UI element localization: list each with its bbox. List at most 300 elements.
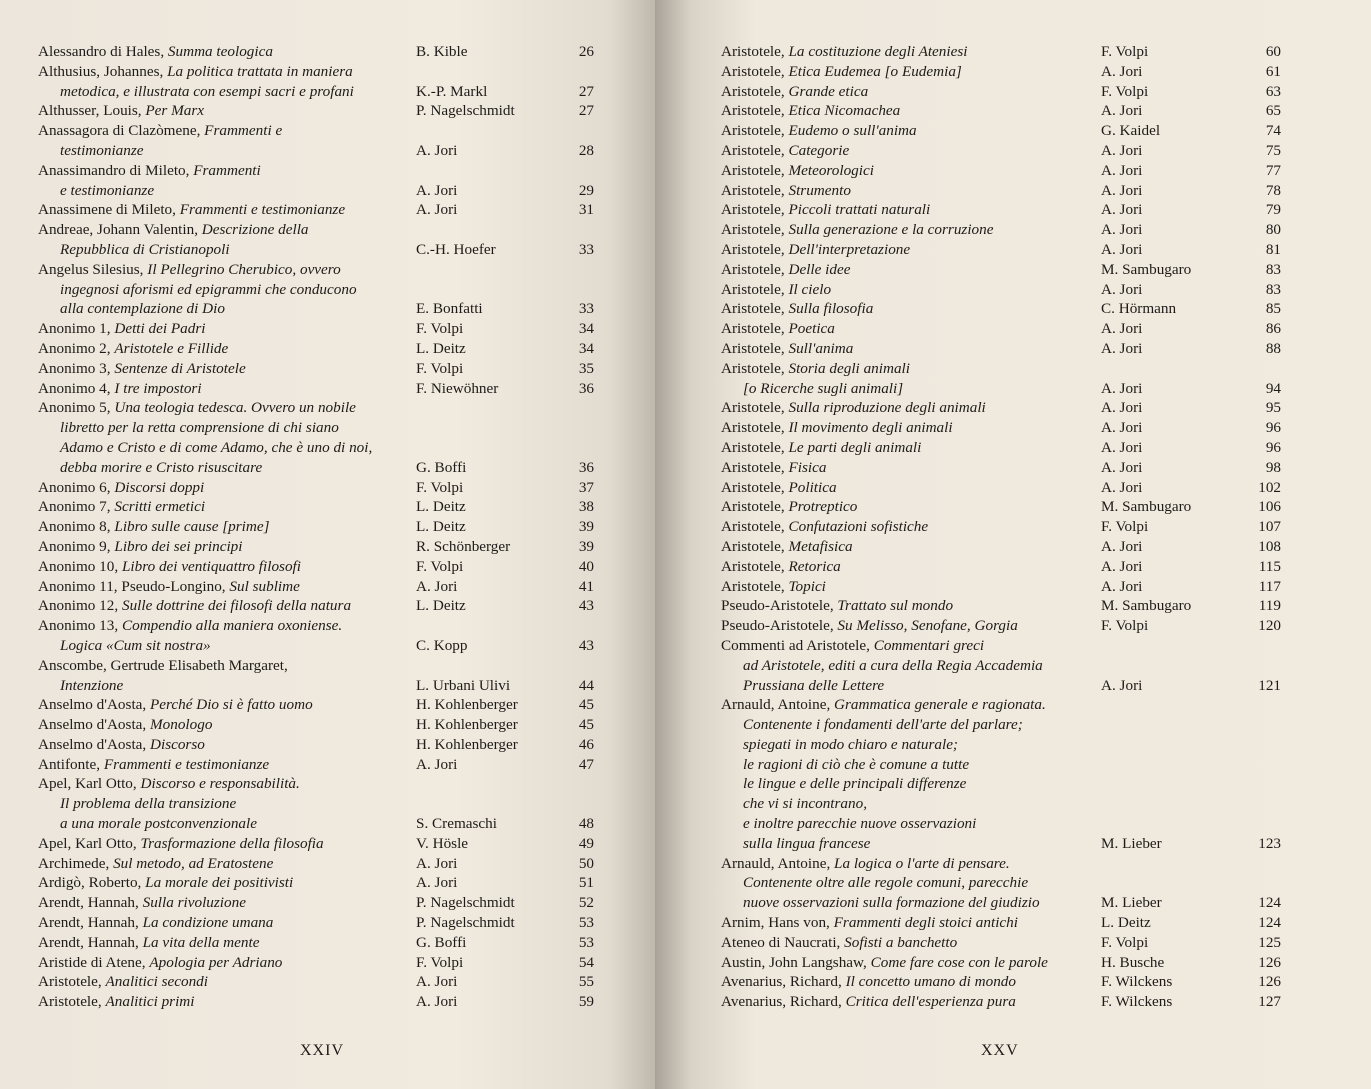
- entry-editor: A. Jori: [1101, 181, 1143, 199]
- entry-title: La condizione umana: [142, 914, 274, 932]
- index-entry: [38, 319, 598, 339]
- entry-editor: A. Jori: [1101, 62, 1143, 80]
- entry-text: [721, 695, 1046, 715]
- entry-page-number: 125: [1258, 933, 1281, 951]
- index-entry: [38, 854, 598, 874]
- entry-text: [721, 577, 826, 597]
- index-entry-continuation: [38, 141, 598, 161]
- entry-title: Discorso e responsabilità.: [140, 775, 300, 793]
- entry-page-number: 50: [578, 854, 594, 872]
- entry-title: Categorie: [788, 141, 850, 159]
- entry-page-number: 39: [578, 518, 594, 536]
- entry-editor: H. Kohlenberger: [416, 696, 518, 714]
- entry-page-number: 49: [578, 834, 594, 852]
- index-entry: [721, 200, 1281, 220]
- index-entry-continuation: [721, 893, 1281, 913]
- index-entry: [38, 220, 598, 240]
- entry-title: Una teologia tedesca. Ovvero un nobile: [114, 399, 356, 417]
- entry-editor: F. Volpi: [416, 320, 464, 338]
- index-entry: [38, 755, 598, 775]
- entry-editor: A. Jori: [416, 577, 458, 595]
- entry-text: [38, 656, 288, 676]
- entry-text: [721, 62, 962, 82]
- entry-editor: M. Sambugaro: [1101, 260, 1192, 278]
- entry-text: [38, 953, 282, 973]
- index-entry-continuation: [721, 794, 1281, 814]
- entry-editor: A. Jori: [1101, 320, 1143, 338]
- entry-author: Anonimo 9,: [38, 537, 115, 555]
- entry-editor: M. Lieber: [1101, 894, 1162, 912]
- entry-title: Fisica: [788, 458, 827, 476]
- entry-page-number: 83: [1265, 280, 1281, 298]
- entry-page-number: 60: [1265, 43, 1281, 60]
- entry-text: [721, 359, 910, 379]
- entry-author: Arendt, Hannah,: [38, 933, 143, 951]
- index-entry: [38, 893, 598, 913]
- entry-editor: A. Jori: [1101, 379, 1143, 397]
- entry-text: [38, 834, 324, 854]
- entry-title: ingegnosi aforismi ed epigrammi che conducono: [60, 280, 357, 298]
- entry-author: Aristotele,: [721, 498, 789, 516]
- entry-editor: M. Lieber: [1101, 834, 1162, 852]
- entry-text: [38, 121, 282, 141]
- index-entry-continuation: [38, 280, 598, 300]
- entry-text: [60, 141, 144, 161]
- entry-author: Angelus Silesius,: [38, 260, 148, 278]
- entry-editor: F. Wilckens: [1101, 993, 1173, 1011]
- entry-page-number: 86: [1265, 320, 1281, 338]
- entry-page-number: 94: [1265, 379, 1281, 397]
- index-entry: [38, 774, 598, 794]
- entry-text: [38, 557, 301, 577]
- entry-title: Adamo e Cristo e di come Adamo, che è uno di noi,: [60, 438, 373, 456]
- index-entry: [38, 933, 598, 953]
- index-entry: [721, 616, 1281, 636]
- entry-page-number: 81: [1265, 240, 1281, 258]
- entry-editor: G. Boffi: [416, 458, 467, 476]
- index-entry-continuation: [38, 458, 598, 478]
- entry-page-number: 52: [578, 894, 594, 912]
- entry-editor: P. Nagelschmidt: [416, 102, 515, 120]
- entry-title: Storia degli animali: [788, 359, 910, 377]
- entry-editor: F. Volpi: [416, 953, 464, 971]
- entry-text: [721, 418, 953, 438]
- entry-text: [721, 181, 851, 201]
- entry-title: Trattato sul mondo: [837, 597, 954, 615]
- entry-text: [721, 280, 831, 300]
- entry-page-number: 59: [578, 993, 594, 1011]
- entry-page-number: 31: [578, 201, 594, 219]
- index-entry: [721, 339, 1281, 359]
- entry-page-number: 124: [1258, 914, 1281, 932]
- entry-editor: H. Kohlenberger: [416, 716, 518, 734]
- entry-editor: A. Jori: [1101, 478, 1143, 496]
- entry-author: Aristotele,: [721, 438, 789, 456]
- entry-page-number: 47: [578, 755, 594, 773]
- entry-text: [721, 161, 874, 181]
- index-entry-continuation: [38, 794, 598, 814]
- entry-author: Anselmo d'Aosta,: [38, 696, 150, 714]
- entry-text: [721, 972, 1016, 992]
- entry-author: Aristotele,: [721, 557, 789, 575]
- index-entry: [38, 478, 598, 498]
- entry-editor: A. Jori: [1101, 221, 1143, 239]
- entry-author: Aristotele,: [721, 141, 789, 159]
- entry-text: [721, 42, 968, 62]
- right-page: [655, 0, 1371, 1089]
- entry-text: [38, 715, 212, 735]
- entry-title: Sentenze di Aristotele: [114, 359, 246, 377]
- index-entry: [721, 101, 1281, 121]
- index-entry: [721, 161, 1281, 181]
- entry-title: Monologo: [150, 716, 213, 734]
- entry-text: [38, 913, 273, 933]
- entry-editor: A. Jori: [416, 973, 458, 991]
- entry-author: Aristotele,: [38, 993, 106, 1011]
- entry-author: Aristotele,: [721, 240, 789, 258]
- entry-page-number: 96: [1265, 438, 1281, 456]
- entry-text: [743, 676, 884, 696]
- index-entry: [721, 220, 1281, 240]
- entry-editor: A. Jori: [416, 181, 458, 199]
- index-entry: [38, 359, 598, 379]
- entry-title: alla contemplazione di Dio: [60, 300, 225, 318]
- index-entry: [721, 359, 1281, 379]
- entry-editor: M. Sambugaro: [1101, 597, 1192, 615]
- entry-title: Repubblica di Cristianopoli: [60, 240, 230, 258]
- entry-editor: A. Jori: [1101, 161, 1143, 179]
- entry-text: [38, 616, 342, 636]
- entry-page-number: 48: [578, 815, 594, 833]
- entry-text: [38, 161, 261, 181]
- index-entry-continuation: [38, 299, 598, 319]
- index-entry: [721, 240, 1281, 260]
- entry-title: Il problema della transizione: [60, 795, 237, 813]
- entry-author: Aristotele,: [38, 973, 106, 991]
- entry-text: [38, 379, 202, 399]
- entry-title: Libro dei sei principi: [114, 537, 243, 555]
- index-entry-continuation: [38, 240, 598, 260]
- entry-editor: A. Jori: [1101, 399, 1143, 417]
- entry-text: [60, 676, 123, 696]
- index-entry-continuation: [38, 636, 598, 656]
- entry-page-number: 40: [578, 557, 594, 575]
- entry-page-number: 120: [1258, 617, 1281, 635]
- index-entry-continuation: [721, 676, 1281, 696]
- entry-editor: G. Kaidel: [1101, 122, 1161, 140]
- entry-author: Anscombe, Gertrude Elisabeth Margaret,: [38, 656, 288, 674]
- entry-author: Anonimo 3,: [38, 359, 115, 377]
- entry-text: [38, 319, 206, 339]
- entry-title: spiegati in modo chiaro e naturale;: [743, 735, 958, 753]
- entry-title: libretto per la retta comprensione di chi siano: [60, 419, 339, 437]
- entry-text: [721, 82, 868, 102]
- entry-text: [38, 220, 309, 240]
- entry-author: Anassagora di Clazòmene,: [38, 122, 205, 140]
- entry-title: Contenente oltre alle regole comuni, parecchie: [743, 874, 1029, 892]
- entry-author: Aristotele,: [721, 82, 789, 100]
- entry-title: Poetica: [788, 320, 835, 338]
- entry-page-number: 53: [578, 933, 594, 951]
- entry-author: Aristotele,: [721, 280, 789, 298]
- index-entry: [38, 972, 598, 992]
- entry-author: Aristotele,: [721, 518, 789, 536]
- entry-text: [721, 933, 957, 953]
- index-entry: [38, 596, 598, 616]
- entry-title: le ragioni di ciò che è comune a tutte: [743, 755, 970, 773]
- entry-page-number: 34: [578, 339, 594, 357]
- entry-page-number: 27: [578, 82, 594, 100]
- entry-author: Antifonte,: [38, 755, 104, 773]
- entry-title: Critica dell'esperienza pura: [845, 993, 1016, 1011]
- entry-title: Summa teologica: [167, 43, 273, 60]
- entry-page-number: 55: [578, 973, 594, 991]
- entry-title: Sull'anima: [788, 339, 854, 357]
- index-entry: [721, 933, 1281, 953]
- entry-title: debba morire e Cristo risuscitare: [60, 458, 263, 476]
- entry-page-number: 80: [1265, 221, 1281, 239]
- entry-editor: A. Jori: [416, 755, 458, 773]
- entry-text: [60, 794, 236, 814]
- entry-title: Il movimento degli animali: [788, 419, 953, 437]
- entry-text: [60, 280, 357, 300]
- index-entry: [38, 953, 598, 973]
- entry-page-number: 75: [1265, 141, 1281, 159]
- entry-page-number: 117: [1258, 577, 1281, 595]
- entry-author: Apel, Karl Otto,: [38, 775, 141, 793]
- index-entry: [38, 339, 598, 359]
- index-entry-continuation: [721, 379, 1281, 399]
- entry-title: La vita della mente: [142, 933, 260, 951]
- entry-author: Aristotele,: [721, 102, 789, 120]
- entry-text: [721, 854, 1010, 874]
- entry-text: [721, 220, 994, 240]
- entry-title: Aristotele e Fillide: [114, 339, 229, 357]
- entry-author: Aristotele,: [721, 359, 789, 377]
- entry-text: [38, 398, 356, 418]
- entry-editor: F. Volpi: [416, 557, 464, 575]
- entry-text: [721, 953, 1048, 973]
- entry-text: [38, 478, 204, 498]
- entry-page-number: 44: [578, 676, 594, 694]
- index-entry: [721, 636, 1281, 656]
- entry-author: Anonimo 7,: [38, 498, 115, 516]
- index-entry: [721, 596, 1281, 616]
- entry-text: [38, 873, 293, 893]
- entry-text: [38, 695, 313, 715]
- entry-text: [38, 893, 246, 913]
- entry-text: [60, 181, 154, 201]
- index-entry: [38, 517, 598, 537]
- entry-text: [721, 240, 910, 260]
- index-entry: [721, 62, 1281, 82]
- entry-title: Frammenti e: [204, 122, 283, 140]
- entry-editor: F. Wilckens: [1101, 973, 1173, 991]
- entry-page-number: 123: [1258, 834, 1281, 852]
- entry-author: Apel, Karl Otto,: [38, 834, 141, 852]
- index-entry-continuation: [721, 774, 1281, 794]
- entry-editor: V. Hösle: [416, 834, 469, 852]
- entry-author: Anonimo 12,: [38, 597, 122, 615]
- entry-author: Austin, John Langshaw,: [721, 953, 871, 971]
- entry-editor: B. Kible: [416, 43, 468, 60]
- index-entry: [38, 260, 598, 280]
- entry-page-number: 35: [578, 359, 594, 377]
- index-entry: [38, 101, 598, 121]
- index-entry: [721, 42, 1281, 62]
- entry-editor: C. Hörmann: [1101, 300, 1177, 318]
- entry-editor: L. Deitz: [416, 339, 466, 357]
- entry-title: Sul sublime: [229, 577, 300, 595]
- entry-title: Frammenti: [193, 161, 261, 179]
- index-entry-continuation: [721, 656, 1281, 676]
- entry-title: nuove osservazioni sulla formazione del giudizio: [743, 894, 1040, 912]
- entry-page-number: 88: [1265, 339, 1281, 357]
- entry-author: Aristotele,: [721, 260, 789, 278]
- entry-editor: K.-P. Markl: [416, 82, 488, 100]
- index-entry: [721, 557, 1281, 577]
- entry-editor: A. Jori: [416, 993, 458, 1011]
- entry-title: Meteorologici: [788, 161, 874, 179]
- entry-text: [721, 478, 837, 498]
- entry-page-number: 98: [1265, 458, 1281, 476]
- entry-author: Ateneo di Naucrati,: [721, 933, 845, 951]
- entry-page-number: 33: [578, 300, 594, 318]
- entry-text: [721, 517, 928, 537]
- entry-page-number: 43: [578, 597, 594, 615]
- entry-title: sulla lingua francese: [743, 834, 871, 852]
- entry-title: ad Aristotele, editi a cura della Regia Accademia: [743, 656, 1043, 674]
- entry-title: Piccoli trattati naturali: [788, 201, 931, 219]
- entry-editor: F. Volpi: [416, 359, 464, 377]
- index-entry: [38, 873, 598, 893]
- entry-text: [721, 398, 986, 418]
- entry-title: Sulla generazione e la corruzione: [788, 221, 994, 239]
- entry-page-number: 127: [1258, 993, 1281, 1011]
- index-entry: [38, 715, 598, 735]
- entry-author: Anonimo 13,: [38, 617, 122, 635]
- index-entry-continuation: [38, 418, 598, 438]
- entry-editor: A. Jori: [1101, 458, 1143, 476]
- entry-page-number: 85: [1265, 300, 1281, 318]
- entry-text: [743, 715, 1023, 735]
- entry-page-number: 126: [1258, 953, 1281, 971]
- entry-title: Intenzione: [60, 676, 124, 694]
- entry-text: [38, 200, 345, 220]
- entry-text: [743, 755, 969, 775]
- entry-title: che vi si incontrano,: [743, 795, 868, 813]
- entry-page-number: 29: [578, 181, 594, 199]
- entry-title: Il concetto umano di mondo: [845, 973, 1016, 991]
- entry-editor: A. Jori: [1101, 201, 1143, 219]
- index-entry: [38, 557, 598, 577]
- entry-editor: A. Jori: [416, 854, 458, 872]
- index-entry: [721, 913, 1281, 933]
- entry-text: [721, 537, 853, 557]
- entry-page-number: 26: [578, 43, 594, 60]
- right-index-entries: [721, 42, 1281, 1012]
- index-entry: [721, 953, 1281, 973]
- index-entry: [38, 616, 598, 636]
- entry-text: [38, 260, 341, 280]
- entry-text: [38, 42, 273, 62]
- entry-author: Arendt, Hannah,: [38, 894, 143, 912]
- index-entry: [721, 438, 1281, 458]
- entry-page-number: 28: [578, 141, 594, 159]
- entry-text: [38, 537, 242, 557]
- entry-title: Per Marx: [145, 102, 205, 120]
- entry-title: Retorica: [788, 557, 841, 575]
- entry-editor: A. Jori: [1101, 240, 1143, 258]
- entry-title: Sulla riproduzione degli animali: [788, 399, 986, 417]
- entry-title: La costituzione degli Ateniesi: [788, 43, 968, 60]
- entry-title: La logica o l'arte di pensare.: [834, 854, 1010, 872]
- entry-text: [721, 438, 921, 458]
- entry-page-number: 54: [578, 953, 594, 971]
- entry-title: Il cielo: [788, 280, 832, 298]
- entry-author: Anassimandro di Mileto,: [38, 161, 194, 179]
- entry-text: [60, 814, 257, 834]
- index-entry-continuation: [38, 438, 598, 458]
- index-entry: [38, 834, 598, 854]
- entry-page-number: 38: [578, 498, 594, 516]
- entry-text: [60, 636, 211, 656]
- entry-text: [60, 458, 262, 478]
- entry-editor: F. Volpi: [1101, 43, 1149, 60]
- index-entry: [38, 161, 598, 181]
- index-entry: [38, 537, 598, 557]
- index-entry: [721, 141, 1281, 161]
- index-entry: [38, 913, 598, 933]
- entry-page-number: 102: [1258, 478, 1281, 496]
- index-entry: [721, 577, 1281, 597]
- index-entry-continuation: [721, 715, 1281, 735]
- entry-text: [721, 319, 835, 339]
- entry-page-number: 51: [578, 874, 594, 892]
- entry-text: [721, 596, 953, 616]
- entry-author: Anselmo d'Aosta,: [38, 735, 150, 753]
- entry-author: Anonimo 1,: [38, 320, 115, 338]
- entry-author: Aristotele,: [721, 122, 789, 140]
- entry-text: [743, 774, 966, 794]
- entry-text: [721, 992, 1016, 1012]
- entry-editor: A. Jori: [1101, 419, 1143, 437]
- index-entry: [721, 121, 1281, 141]
- entry-title: Metafisica: [788, 537, 853, 555]
- entry-title: Detti dei Padri: [114, 320, 206, 338]
- entry-title: Dell'interpretazione: [788, 240, 911, 258]
- entry-text: [38, 933, 259, 953]
- index-entry-continuation: [721, 735, 1281, 755]
- entry-author: Aristotele,: [721, 458, 789, 476]
- index-entry: [38, 42, 598, 62]
- entry-page-number: 46: [578, 735, 594, 753]
- entry-author: Althusius, Johannes,: [38, 62, 168, 80]
- entry-page-number: 45: [578, 716, 594, 734]
- entry-title: [o Ricerche sugli animali]: [743, 379, 904, 397]
- entry-author: Aristotele,: [721, 478, 789, 496]
- index-entry: [38, 992, 598, 1012]
- entry-title: Scritti ermetici: [114, 498, 206, 516]
- entry-title: e inoltre parecchie nuove osservazioni: [743, 815, 977, 833]
- entry-author: Aristotele,: [721, 537, 789, 555]
- entry-text: [721, 557, 841, 577]
- entry-author: Aristotele,: [721, 43, 789, 60]
- entry-title: e testimonianze: [60, 181, 155, 199]
- entry-editor: F. Volpi: [1101, 617, 1149, 635]
- entry-editor: G. Boffi: [416, 933, 467, 951]
- entry-editor: F. Volpi: [1101, 518, 1149, 536]
